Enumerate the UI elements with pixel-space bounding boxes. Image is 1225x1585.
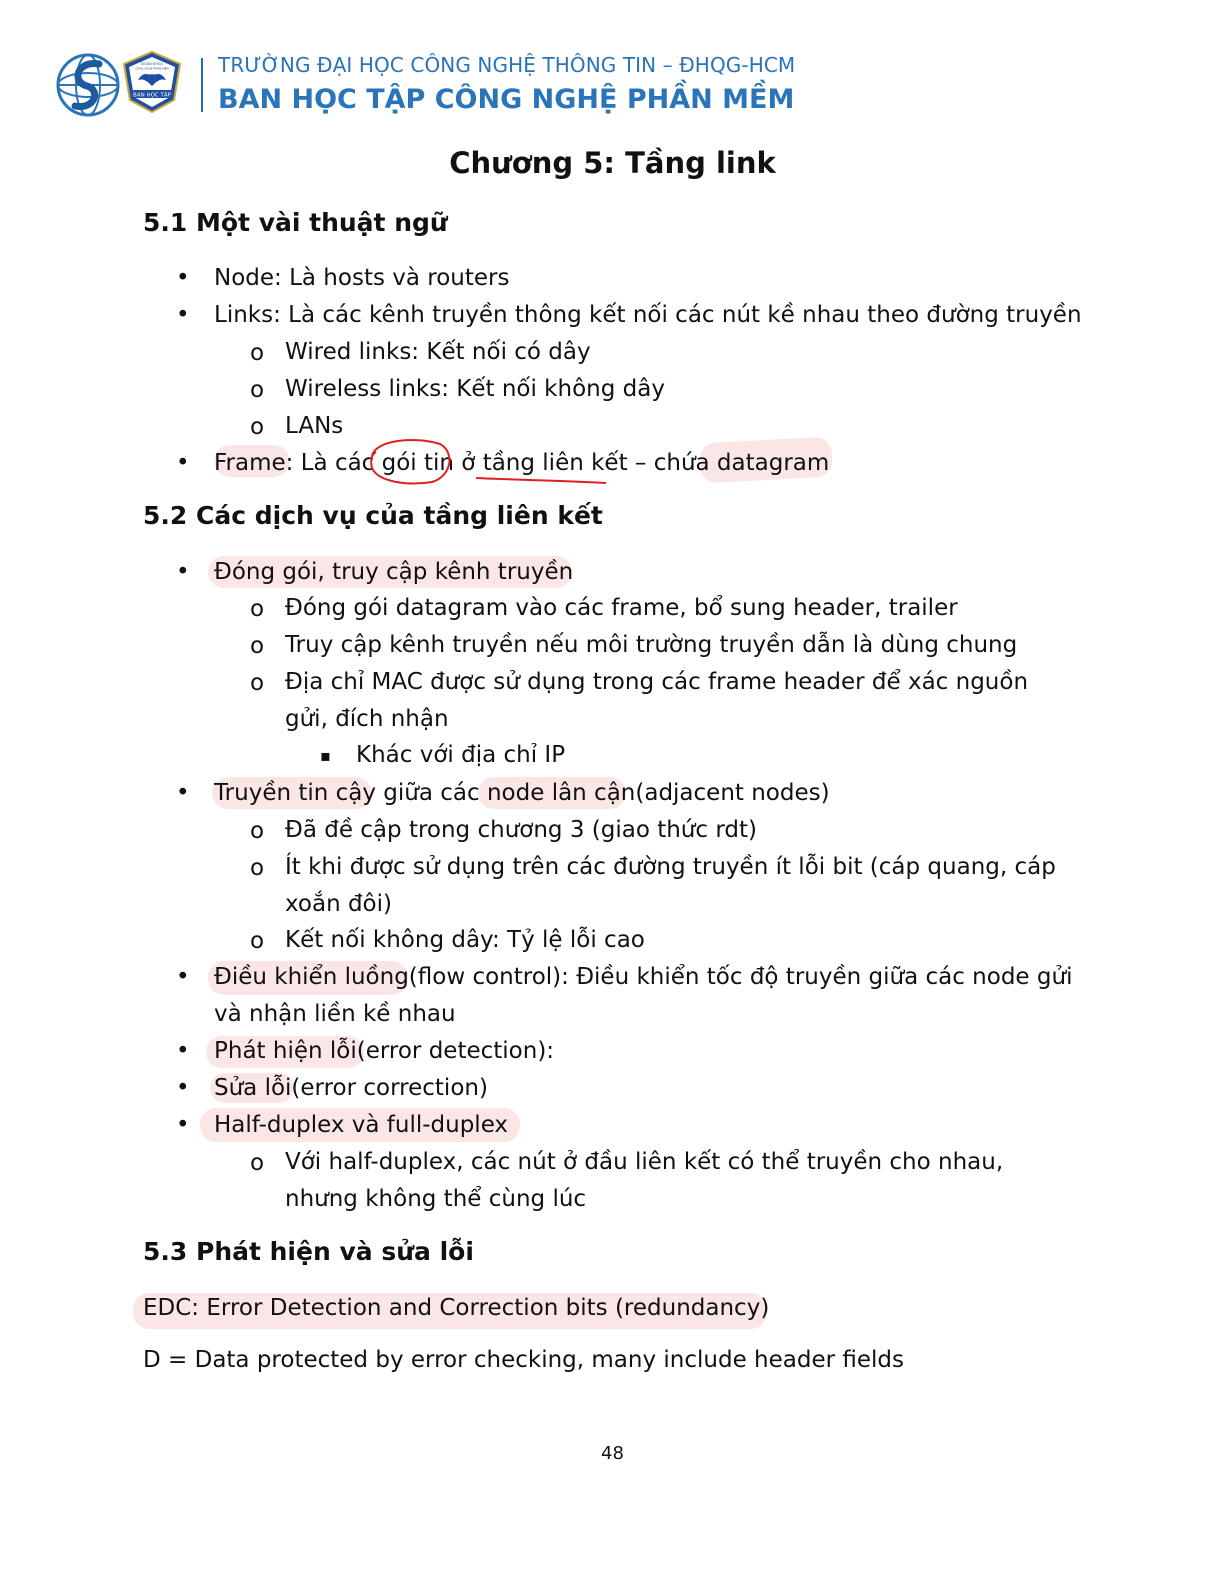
circle-marker: o <box>250 855 265 881</box>
term-wireless: Wireless links: Kết nối không dây <box>285 376 665 402</box>
pen-underline-tang-lien-ket <box>476 478 606 483</box>
bullet-marker: • <box>176 1038 190 1064</box>
term-wired: Wired links: Kết nối có dây <box>285 339 591 365</box>
circle-marker: o <box>250 596 265 622</box>
circle-marker: o <box>250 414 265 440</box>
service-duplex-detail: Với half-duplex, các nút ở đầu liên kết có thể truyền cho nhau, <box>285 1149 1004 1175</box>
page-number: 48 <box>601 1443 624 1464</box>
university-logo <box>55 52 121 118</box>
term-frame: Frame: Là các gói tin ở tầng liên kết – chứa datagram <box>214 450 830 476</box>
service-duplex-detail-cont: nhưng không thể cùng lúc <box>285 1186 587 1212</box>
data-definition: D = Data protected by error checking, many include header fields <box>143 1347 904 1373</box>
header-divider <box>201 58 203 112</box>
logo-top-text: ĐOÀN KHOA <box>141 62 163 66</box>
service-flow-control-cont: và nhận liền kề nhau <box>214 1001 456 1027</box>
service-flow-control: Điều khiển luồng(flow control): Điều khiển tốc độ truyền giữa các node gửi <box>214 964 1073 990</box>
bullet-marker: • <box>176 450 190 476</box>
service-access-detail: Truy cập kênh truyền nếu môi trường truyền dẫn là dùng chung <box>285 632 1018 658</box>
term-links: Links: Là các kênh truyền thông kết nối các nút kề nhau theo đường truyền <box>214 302 1082 328</box>
bullet-marker: • <box>176 559 190 585</box>
logo-banner-text: BAN HỌC TẬP <box>133 92 171 99</box>
circle-marker: o <box>250 633 265 659</box>
circle-marker: o <box>250 1150 265 1176</box>
study-board-logo <box>120 50 184 114</box>
service-error-detection: Phát hiện lỗi(error detection): <box>214 1038 555 1064</box>
service-duplex: Half-duplex và full-duplex <box>214 1112 509 1138</box>
bullet-marker: • <box>176 265 190 291</box>
bullet-marker: • <box>176 1075 190 1101</box>
department-name: BAN HỌC TẬP CÔNG NGHỆ PHẦN MỀM <box>218 84 795 115</box>
service-error-correction: Sửa lỗi(error correction) <box>214 1075 488 1101</box>
service-mac-detail: Địa chỉ MAC được sử dụng trong các frame header để xác nguồn <box>285 669 1029 695</box>
service-reliable-a: Đã đề cập trong chương 3 (giao thức rdt) <box>285 817 757 843</box>
bullet-marker: • <box>176 964 190 990</box>
square-marker: ▪ <box>320 746 331 765</box>
section-5-2-title: 5.2 Các dịch vụ của tầng liên kết <box>143 501 603 530</box>
service-reliable-c: Kết nối không dây: Tỷ lệ lỗi cao <box>285 927 645 953</box>
circle-marker: o <box>250 377 265 403</box>
circle-marker: o <box>250 670 265 696</box>
service-mac-detail-cont: gửi, đích nhận <box>285 706 449 732</box>
term-lans: LANs <box>285 413 344 439</box>
service-reliable: Truyền tin cậy giữa các node lân cận(adjacent nodes) <box>214 780 830 806</box>
service-reliable-b: Ít khi được sử dụng trên các đường truyền ít lỗi bit (cáp quang, cáp <box>285 854 1056 880</box>
term-node: Node: Là hosts và routers <box>214 265 510 291</box>
bullet-marker: • <box>176 302 190 328</box>
university-name: TRƯỜNG ĐẠI HỌC CÔNG NGHỆ THÔNG TIN – ĐHQG-HCM <box>218 53 796 77</box>
service-encapsulation: Đóng gói, truy cập kênh truyền <box>214 559 574 585</box>
circle-marker: o <box>250 818 265 844</box>
logo-sub-text: CÔNG NGHỆ PHẦN MỀM <box>135 66 169 71</box>
circle-marker: o <box>250 928 265 954</box>
service-reliable-b-cont: xoắn đôi) <box>285 891 392 917</box>
edc-definition: EDC: Error Detection and Correction bits (redundancy) <box>143 1295 770 1321</box>
section-5-1-title: 5.1 Một vài thuật ngữ <box>143 208 448 237</box>
service-encapsulation-detail: Đóng gói datagram vào các frame, bổ sung header, trailer <box>285 595 958 621</box>
section-5-3-title: 5.3 Phát hiện và sửa lỗi <box>143 1237 474 1266</box>
bullet-marker: • <box>176 780 190 806</box>
service-mac-vs-ip: Khác với địa chỉ IP <box>356 742 566 768</box>
chapter-title: Chương 5: Tầng link <box>449 146 776 180</box>
bullet-marker: • <box>176 1112 190 1138</box>
circle-marker: o <box>250 340 265 366</box>
